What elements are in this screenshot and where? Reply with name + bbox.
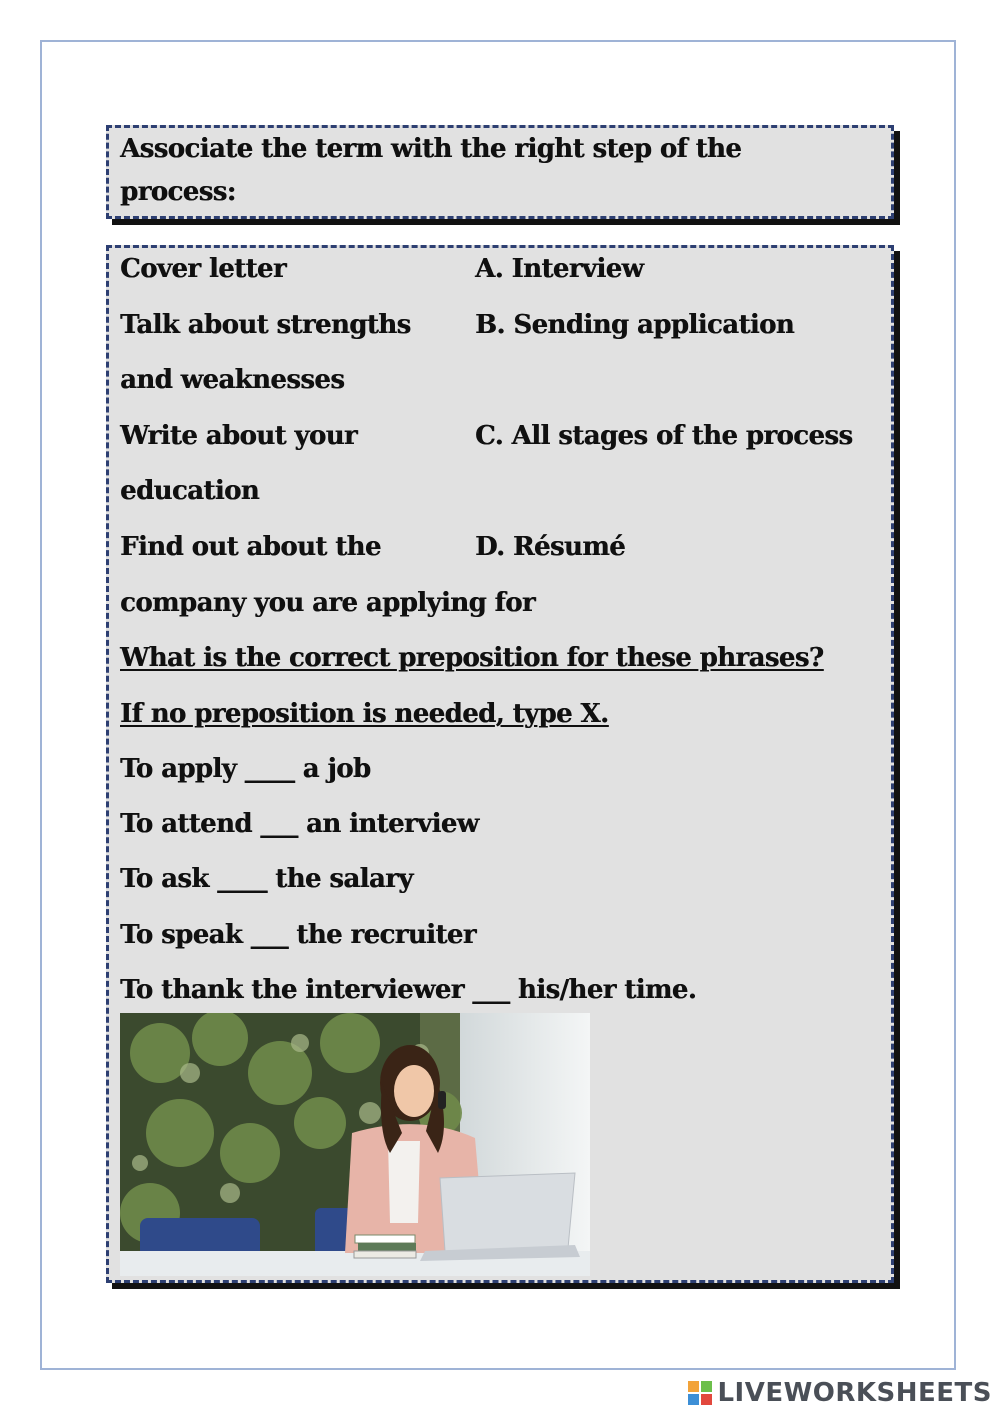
preposition-instruction-1: What is the correct preposition for these phrases? (120, 643, 824, 673)
phrase-apply: To apply ____ a job (120, 754, 371, 784)
term-company-line-1: Find out about the (120, 532, 381, 562)
phrase-speak: To speak ___ the recruiter (120, 920, 476, 950)
phrase-ask: To ask ____ the salary (120, 864, 413, 894)
preposition-instruction-2: If no preposition is needed, type X. (120, 699, 609, 729)
term-strengths-line-1: Talk about strengths (120, 310, 411, 340)
liveworksheets-logo-icon (687, 1380, 713, 1406)
instruction-line-1: Associate the term with the right step of the (120, 134, 742, 164)
option-c: C. All stages of the process (475, 421, 853, 451)
option-a: A. Interview (475, 254, 644, 284)
phrase-thank: To thank the interviewer ___ his/her time. (120, 975, 697, 1005)
woman-at-laptop-photo (120, 1013, 590, 1276)
option-b: B. Sending application (475, 310, 795, 340)
term-strengths-line-2: and weaknesses (120, 365, 345, 395)
term-education-line-2: education (120, 476, 260, 506)
term-company-line-2: company you are applying for (120, 588, 535, 618)
term-education-line-1: Write about your (120, 421, 357, 451)
liveworksheets-logo-text: LIVEWORKSHEETS (717, 1378, 992, 1408)
phrase-attend: To attend ___ an interview (120, 809, 479, 839)
option-d: D. Résumé (475, 532, 626, 562)
instruction-line-2: process: (120, 177, 236, 207)
liveworksheets-logo (687, 1378, 992, 1408)
term-cover-letter: Cover letter (120, 254, 286, 284)
